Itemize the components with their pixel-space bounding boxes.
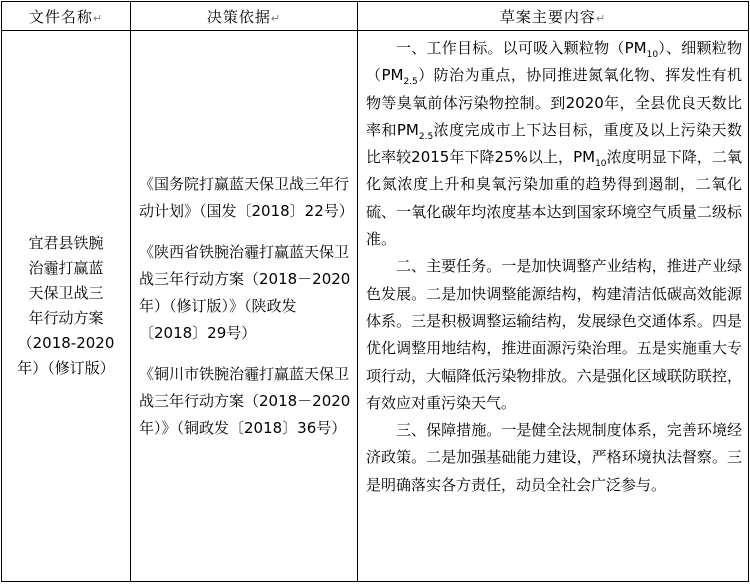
basis-item: 《陕西省铁腕治霾打赢蓝天保卫战三年行动方案（2018－2020年）（修订版）》（陕政发〔2018〕29号）	[139, 242, 351, 342]
paragraph-safeguards: 三、保障措施。一是健全法规制度体系，完善环境经济政策。二是加强基础能力建设，严格环境执法督察。三是明确落实各方责任，动员全社会广泛参与。	[366, 421, 742, 494]
paragraph-work-goal: 一、工作目标。以可吸入颗粒物$(PM_{10})$、细颗粒物$(PM_{2.5})$防治为重点，协同推进氮氧化物、挥发性有机物等臭氧前体污染物控制。到2020年，全县优良天数比率和$PM_{2.5}$浓度完成市上下达目标，重度及以上污染天数比率较2015年下降25%以上，$PM_{10}$浓度明显下降，二氧化氮浓度上升和臭氧污染加重的趋势得到遏制，二氧化硫、一氧化碳年均浓度基本达到国家环境空气质量二级标准。	[366, 39, 742, 249]
header-decision-basis: 决策依据↵	[131, 2, 358, 31]
header-mark: ↵	[92, 11, 104, 25]
document-table	[1, 1, 749, 582]
paragraph-main-tasks: 二、主要任务。一是加快调整产业结构，推进产业绿色发展。二是加快调整能源结构，构建清洁低碳高效能源体系。三是积极调整运输结构，发展绿色交通体系。四是优化调整用地结构，推进面源污染治理。五是实施重大专项行动，大幅降低污染物排放。六是强化区域联防联控，有效应对重污染天气。	[366, 257, 742, 412]
header-row	[2, 2, 749, 31]
basis-item: 《铜川市铁腕治霾打赢蓝天保卫战三年行动方案（2018－2020年）》（铜政发〔2018〕36号）	[139, 364, 351, 437]
header-draft-content: 草案主要内容↵	[358, 2, 749, 31]
decision-basis-cell	[131, 31, 358, 582]
header-file-name: 文件名称↵	[2, 2, 131, 31]
file-name-cell: 宜君县铁腕 治霾打赢蓝 天保卫战三 年行动方案 （2018-2020 年）（修订版）	[2, 31, 131, 582]
table-row	[2, 31, 749, 582]
basis-item: 《国务院打赢蓝天保卫战三年行动计划》（国发〔2018〕22号）	[139, 174, 354, 220]
content-cell	[358, 31, 749, 582]
